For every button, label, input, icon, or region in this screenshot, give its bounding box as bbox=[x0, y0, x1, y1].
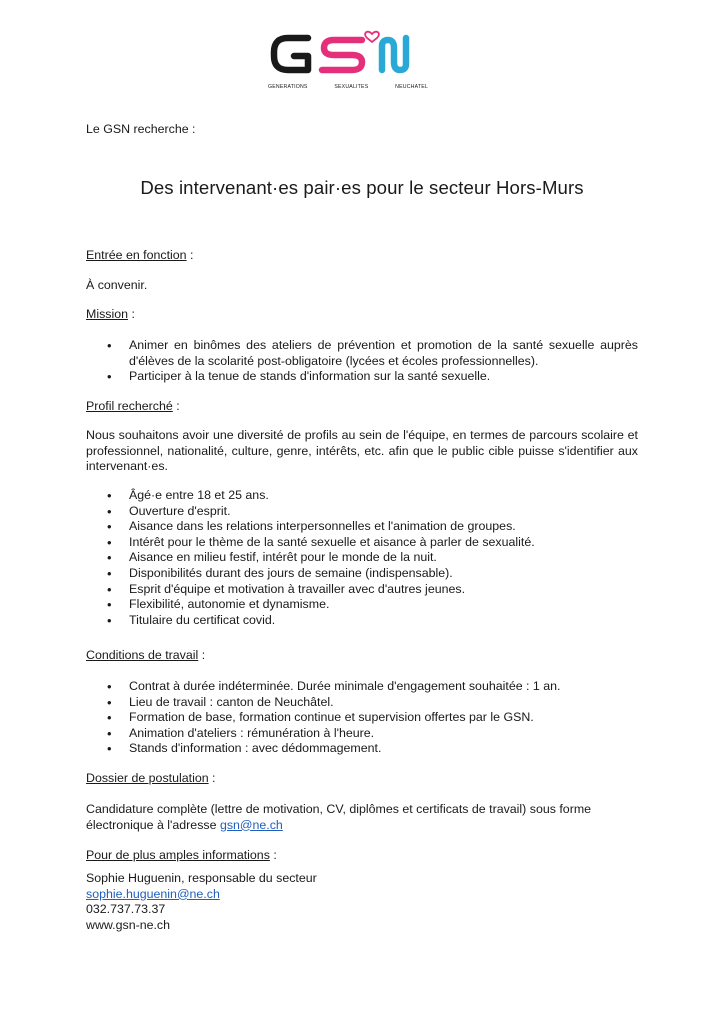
list-item: • Participer à la tenue de stands d'information sur la santé sexuelle. bbox=[86, 369, 638, 385]
profil-text: Nous souhaitons avoir une diversité de profils au sein de l'équipe, en termes de parcours scolaire et professionnel, nationalité, culture, genre, intérêts, etc. afin que le public cible puisse s'identifier aux intervenant·es. bbox=[86, 428, 638, 474]
conditions-heading bbox=[86, 648, 638, 664]
tagline-sexualites: SEXUALITES bbox=[334, 84, 369, 90]
dossier-text-body: Candidature complète (lettre de motivation, CV, diplômes et certificats de travail) sous forme électronique à l'adresse bbox=[86, 802, 592, 832]
list-item: • Aisance en milieu festif, intérêt pour le monde de la nuit. bbox=[86, 550, 638, 566]
list-item: • Ouverture d'esprit. bbox=[86, 504, 638, 520]
dossier-text bbox=[86, 802, 638, 833]
list-item: • Contrat à durée indéterminée. Durée minimale d'engagement souhaitée : 1 an. bbox=[86, 679, 638, 695]
intro-text: Le GSN recherche : bbox=[86, 122, 196, 136]
entree-heading bbox=[86, 248, 638, 264]
profil-heading-suffix: : bbox=[172, 399, 180, 413]
list-item: • Esprit d'équipe et motivation à travailler avec d'autres jeunes. bbox=[86, 582, 638, 598]
profil-list bbox=[86, 488, 638, 628]
list-item: • Flexibilité, autonomie et dynamisme. bbox=[86, 597, 638, 613]
logo-tagline bbox=[268, 84, 428, 90]
gsn-email-link[interactable]: gsn@ne.ch bbox=[219, 817, 283, 832]
mission-heading-label: Mission bbox=[86, 307, 128, 321]
mission-heading bbox=[86, 307, 638, 323]
contact-phone: 032.737.73.37 bbox=[86, 902, 166, 917]
contact-website: www.gsn-ne.ch bbox=[86, 917, 171, 932]
dossier-heading bbox=[86, 771, 638, 787]
conditions-heading-label: Conditions de travail bbox=[86, 648, 199, 662]
infos-heading bbox=[86, 848, 638, 864]
mission-heading-suffix: : bbox=[128, 307, 135, 321]
list-item: • Formation de base, formation continue et supervision offertes par le GSN. bbox=[86, 710, 638, 726]
dossier-heading-label: Dossier de postulation bbox=[86, 771, 209, 785]
profil-heading bbox=[86, 399, 638, 415]
contact-name: Sophie Huguenin, responsable du secteur bbox=[86, 871, 317, 885]
entree-text: À convenir. bbox=[86, 278, 148, 292]
tagline-neuchatel: NEUCHATEL bbox=[395, 84, 428, 90]
infos-heading-suffix: : bbox=[269, 848, 277, 862]
list-item: • Intérêt pour le thème de la santé sexuelle et aisance à parler de sexualité. bbox=[86, 535, 638, 551]
list-item: • Lieu de travail : canton de Neuchâtel. bbox=[86, 695, 638, 711]
page-title: Des intervenant·es pair·es pour le secteur Hors-Murs bbox=[140, 177, 584, 198]
mission-list bbox=[86, 338, 638, 385]
tagline-generations: GENERATIONS bbox=[268, 84, 308, 90]
list-item: • Animer en binômes des ateliers de prévention et promotion de la santé sexuelle auprès d'élèves de la scolarité post-obligatoire (lycées et écoles professionnelles). bbox=[86, 338, 638, 369]
gsn-logo bbox=[268, 26, 428, 96]
infos-heading-label: Pour de plus amples informations bbox=[86, 848, 270, 862]
profil-heading-label: Profil recherché bbox=[86, 399, 173, 413]
list-item: • Aisance dans les relations interpersonnelles et l'animation de groupes. bbox=[86, 519, 638, 535]
dossier-heading-suffix: : bbox=[208, 771, 216, 785]
entree-heading-suffix: : bbox=[186, 248, 194, 262]
list-item: • Stands d'information : avec dédommagement. bbox=[86, 741, 638, 757]
contact-block bbox=[86, 871, 638, 933]
list-item: • Titulaire du certificat covid. bbox=[86, 613, 638, 629]
list-item: • Animation d'ateliers : rémunération à l'heure. bbox=[86, 726, 638, 742]
conditions-heading-suffix: : bbox=[198, 648, 206, 662]
entree-heading-label: Entrée en fonction bbox=[86, 248, 187, 262]
conditions-list bbox=[86, 679, 638, 757]
list-item: • Disponibilités durant des jours de semaine (indispensable). bbox=[86, 566, 638, 582]
contact-email-link[interactable]: sophie.huguenin@ne.ch bbox=[86, 886, 220, 901]
list-item: • Âgé·e entre 18 et 25 ans. bbox=[86, 488, 638, 504]
